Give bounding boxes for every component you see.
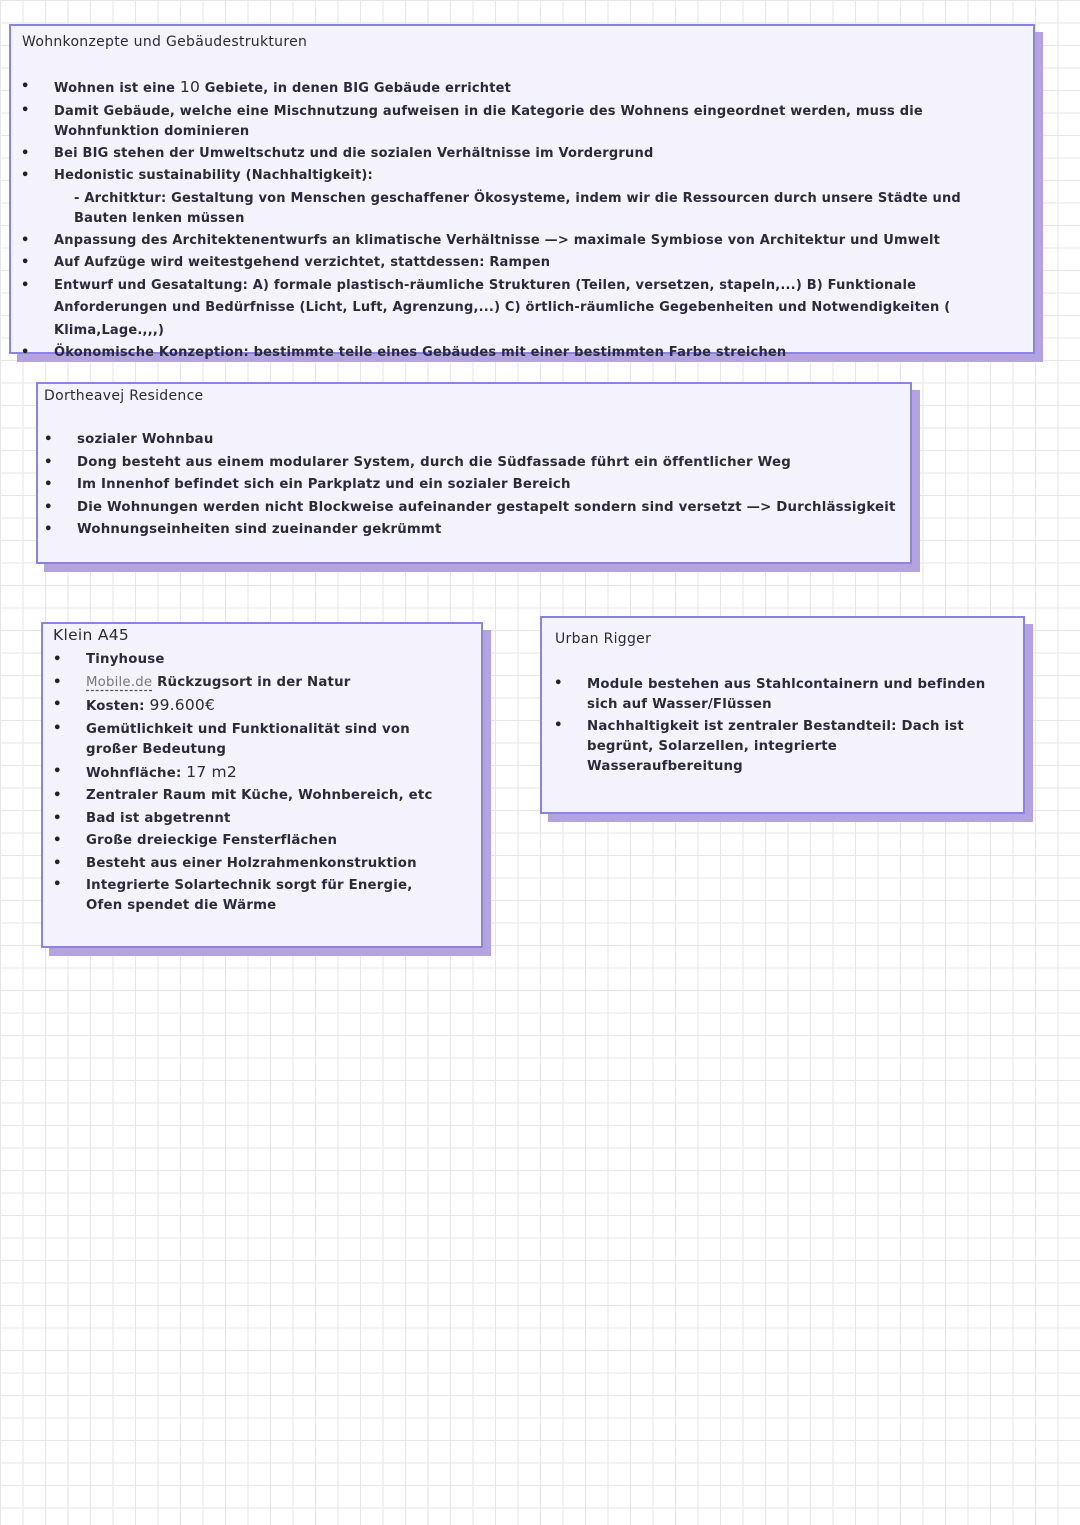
list-item: • Wohnungseinheiten sind zueinander gekrümmt xyxy=(44,519,904,542)
list-item: • Die Wohnungen werden nicht Blockweise aufeinander gestapelt sondern sind versetzt —> Durchlässigkeit xyxy=(44,497,904,520)
list-item: • Module bestehen aus Stahlcontainern und befinden sich auf Wasser/Flüssen xyxy=(554,674,994,716)
list-item: • Gemütlichkeit und Funktionalität sind von großer Bedeutung xyxy=(53,719,448,761)
mobile-de-link[interactable]: Mobile.de xyxy=(86,674,153,690)
list-item: • Damit Gebäude, welche eine Mischnutzung aufweisen in die Kategorie des Wohnens eingeordnet werden, muss die Wohnfunktion dominieren xyxy=(21,101,1031,143)
list-item: • Tinyhouse xyxy=(53,649,448,672)
list-item: • Große dreieckige Fensterflächen xyxy=(53,830,448,853)
list-item: • Nachhaltigkeit ist zentraler Bestandteil: Dach ist begrünt, Solarzellen, integrierte Wasseraufbereitung xyxy=(554,716,994,778)
list-item: • sozialer Wohnbau xyxy=(44,429,904,452)
list-item: • Auf Aufzüge wird weitestgehend verzichtet, stattdessen: Rampen xyxy=(21,252,1031,275)
bullet-list xyxy=(44,429,904,542)
list-item: • Bei BIG stehen der Umweltschutz und die sozialen Verhältnisse im Vordergrund xyxy=(21,143,1031,166)
list-item: • Ökonomische Konzeption: bestimmte teile eines Gebäudes mit einer bestimmten Farbe streichen xyxy=(21,342,1031,365)
list-item: • Entwurf und Gesataltung: A) formale plastisch-räumliche Strukturen (Teilen, versetzen, stapeln,...) B) Funktionale Anforderungen und Bedürfnisse (Licht, Luft, Agrenzung,...) C) örtlich-räumliche Gegebenheiten und Notwendigkeiten ( Klima,Lage.,,,) xyxy=(21,275,1031,343)
list-item: • Mobile.de Rückzugsort in der Natur xyxy=(53,672,448,695)
list-item: • Im Innenhof befindet sich ein Parkplatz und ein sozialer Bereich xyxy=(44,474,904,497)
bullet-list xyxy=(53,649,448,917)
list-item: • Wohnfläche: 17 m2 xyxy=(53,761,448,786)
list-item-sub: - Architktur: Gestaltung von Menschen geschaffener Ökosysteme, indem wir die Ressourcen durch unsere Städte und Bauten lenken müssen xyxy=(74,190,961,226)
list-item: • Integrierte Solartechnik sorgt für Energie, Ofen spendet die Wärme xyxy=(53,875,448,917)
card-wohnkonzepte xyxy=(9,24,1035,360)
list-item: • Besteht aus einer Holzrahmenkonstruktion xyxy=(53,853,448,876)
list-item: • Zentraler Raum mit Küche, Wohnbereich, etc xyxy=(53,785,448,808)
list-item: • Kosten: 99.600€ xyxy=(53,694,448,719)
card-urban-rigger xyxy=(540,616,1025,814)
card-title: Dortheavej Residence xyxy=(44,388,204,404)
card-title: Klein A45 xyxy=(53,626,130,644)
card-klein-a45 xyxy=(41,622,483,948)
list-item: • Anpassung des Architektenentwurfs an klimatische Verhältnisse —> maximale Symbiose von Architektur und Umwelt xyxy=(21,230,1031,253)
list-item: • Bad ist abgetrennt xyxy=(53,808,448,831)
bullet-list xyxy=(554,674,994,778)
list-item: • Wohnen ist eine 10 Gebiete, in denen BIG Gebäude errichtet xyxy=(21,76,1031,101)
card-title: Urban Rigger xyxy=(555,631,652,647)
card-dortheavej xyxy=(36,382,912,564)
list-item: • Dong besteht aus einem modularer System, durch die Südfassade führt ein öffentlicher Weg xyxy=(44,452,904,475)
bullet-list xyxy=(21,76,1031,365)
list-item: • Hedonistic sustainability (Nachhaltigkeit): xyxy=(21,165,1031,188)
card-title: Wohnkonzepte und Gebäudestrukturen xyxy=(22,34,308,50)
